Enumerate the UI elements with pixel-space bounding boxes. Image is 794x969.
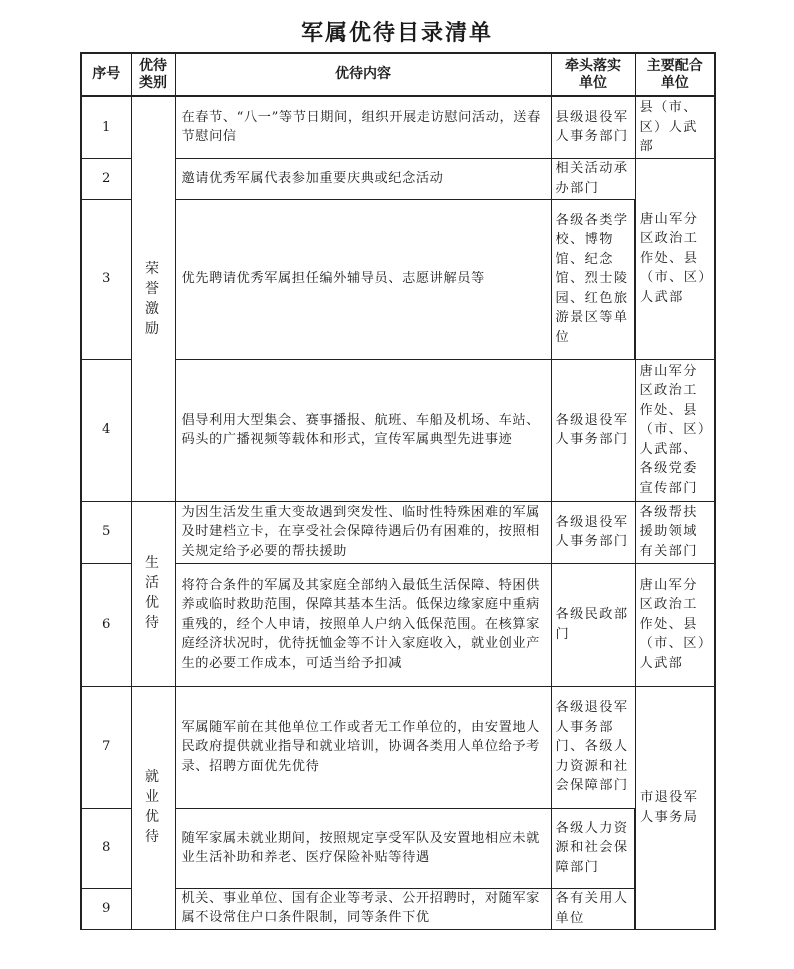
row-number: 8 <box>81 808 131 888</box>
lead-unit: 各级退役军人事务部门 <box>551 359 635 501</box>
row-number: 6 <box>81 563 131 686</box>
header-category: 优待类别 <box>131 53 175 96</box>
row-number: 7 <box>81 686 131 808</box>
benefit-content: 邀请优秀军属代表参加重要庆典或纪念活动 <box>175 158 551 199</box>
lead-unit: 各级人力资源和社会保障部门 <box>551 808 635 888</box>
table-row <box>81 158 715 199</box>
row-number: 9 <box>81 888 131 929</box>
lead-unit: 各级退役军人事务部门 <box>551 501 635 563</box>
table-row <box>81 96 715 158</box>
table-row <box>81 888 715 929</box>
cooperate-unit: 唐山军分区政治工作处、县（市、区）人武部 <box>635 563 715 686</box>
benefit-content: 倡导利用大型集会、赛事播报、航班、车船及机场、车站、码头的广播视频等载体和形式，宣传军属典型先进事迹 <box>175 359 551 501</box>
header-num: 序号 <box>81 53 131 96</box>
benefit-content: 随军家属未就业期间，按照规定享受军队及安置地相应未就业生活补助和养老、医疗保险补贴等待遇 <box>175 808 551 888</box>
cooperate-unit: 唐山军分区政治工作处、县（市、区）人武部、各级党委宣传部门 <box>635 359 715 501</box>
row-number: 3 <box>81 199 131 359</box>
category-cell: 就业优待 <box>131 686 175 929</box>
document-title: 军属优待目录清单 <box>300 21 493 46</box>
benefit-content: 机关、事业单位、国有企业等考录、公开招聘时，对随军家属不设常住户口条件限制，同等条件下优 <box>175 888 551 929</box>
lead-unit: 县级退役军人事务部门 <box>551 96 635 158</box>
table-row <box>81 199 715 359</box>
cooperate-unit: 唐山军分区政治工作处、县（市、区）人武部 <box>635 158 715 359</box>
lead-unit: 各级各类学校、博物馆、纪念馆、烈士陵园、红色旅游景区等单位 <box>551 199 635 359</box>
row-number: 4 <box>81 359 131 501</box>
table-header-row <box>81 53 715 96</box>
cooperate-unit: 县（市、区）人武部 <box>635 96 715 158</box>
cooperate-unit: 市退役军人事务局 <box>635 686 715 929</box>
table-row <box>81 359 715 501</box>
category-cell: 荣誉激励 <box>131 96 175 501</box>
benefit-content: 优先聘请优秀军属担任编外辅导员、志愿讲解员等 <box>175 199 551 359</box>
table-row <box>81 686 715 808</box>
category-cell: 生活优待 <box>131 501 175 686</box>
benefit-content: 为因生活发生重大变故遇到突发性、临时性特殊困难的军属及时建档立卡，在享受社会保障待遇后仍有困难的，按照相关规定给予必要的帮扶援助 <box>175 501 551 563</box>
row-number: 5 <box>81 501 131 563</box>
table-row <box>81 563 715 686</box>
row-number: 2 <box>81 158 131 199</box>
benefit-content: 在春节、“八一”等节日期间，组织开展走访慰问活动，送春节慰问信 <box>175 96 551 158</box>
lead-unit: 各有关用人单位 <box>551 888 635 929</box>
row-number: 1 <box>81 96 131 158</box>
lead-unit: 各级退役军人事务部门、各级人力资源和社会保障部门 <box>551 686 635 808</box>
cooperate-unit: 各级帮扶援助领域有关部门 <box>635 501 715 563</box>
lead-unit: 各级民政部门 <box>551 563 635 686</box>
lead-unit: 相关活动承办部门 <box>551 158 635 199</box>
benefit-content: 军属随军前在其他单位工作或者无工作单位的，由安置地人民政府提供就业指导和就业培训，协调各类用人单位给予考录、招聘方面优先优待 <box>175 686 551 808</box>
benefit-content: 将符合条件的军属及其家庭全部纳入最低生活保障、特困供养或临时救助范围，保障其基本生活。低保边缘家庭中重病重残的，经个人申请，按照单人户纳入低保范围。在核算家庭经济状况时，优待抚恤金等不计入家庭收入，就业创业产生的必要工作成本，可适当给予扣减 <box>175 563 551 686</box>
header-cooperate: 主要配合单位 <box>635 53 715 96</box>
header-lead: 牵头落实单位 <box>551 53 635 96</box>
header-content: 优待内容 <box>175 53 551 96</box>
table-row <box>81 808 715 888</box>
benefits-table <box>80 52 716 930</box>
table-row <box>81 501 715 563</box>
